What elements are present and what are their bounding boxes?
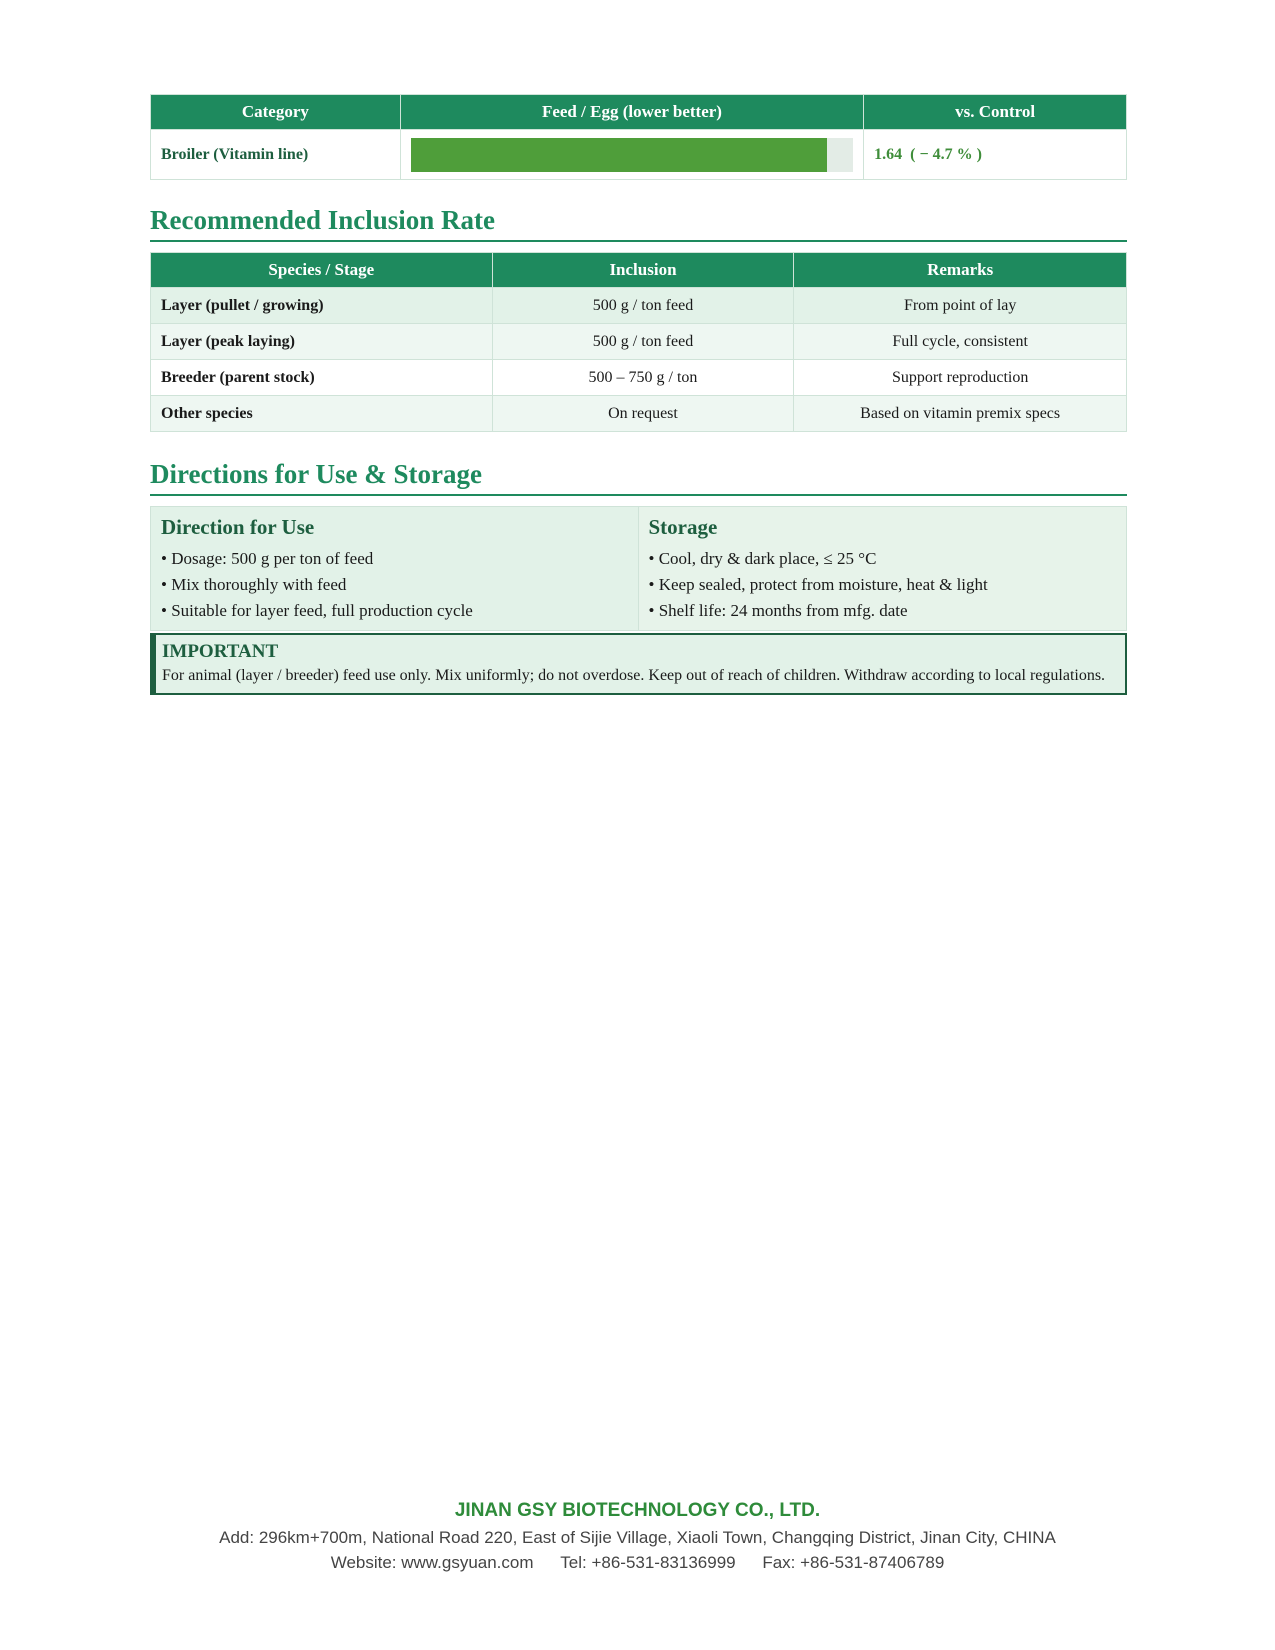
important-text: For animal (layer / breeder) feed use only. Mix uniformly; do not overdose. Keep out of reach of children. Withdraw according to local regulations. (162, 667, 1106, 684)
company-website: Website: www.gsyuan.com (330, 1553, 534, 1572)
storage-heading: Storage (648, 515, 718, 539)
inclusion-cell: 500 g / ton feed (492, 324, 794, 360)
performance-row (151, 130, 1127, 180)
header-vs-control: vs. Control (864, 95, 1127, 130)
stage-cell: Other species (151, 396, 493, 432)
storage-list (649, 546, 1117, 624)
list-item: • Cool, dry & dark place, ≤ 25 °C (648, 549, 877, 568)
direction-for-use-box (151, 507, 639, 630)
stage-cell: Breeder (parent stock) (151, 360, 493, 396)
performance-bar-cell (400, 130, 863, 180)
list-item: • Dosage: 500 g per ton of feed (161, 549, 374, 568)
page-footer (0, 1497, 1275, 1575)
inclusion-cell: On request (492, 396, 794, 432)
performance-bar-track (411, 138, 853, 172)
direction-for-use-heading: Direction for Use (161, 515, 315, 539)
company-contact (0, 1550, 1275, 1575)
inclusion-section-title: Recommended Inclusion Rate (150, 205, 1127, 242)
company-fax: Fax: +86-531-87406789 (762, 1553, 945, 1572)
header-remarks: Remarks (794, 253, 1127, 288)
important-notice (150, 633, 1127, 695)
performance-header-row (151, 95, 1127, 130)
direction-for-use-list (161, 546, 628, 624)
stage-cell: Layer (pullet / growing) (151, 288, 493, 324)
performance-vs-control: 1.64 ( − 4.7 % ) (864, 130, 1127, 180)
directions-panel (150, 506, 1127, 631)
list-item: • Suitable for layer feed, full production cycle (161, 601, 473, 620)
header-species-stage: Species / Stage (151, 253, 493, 288)
inclusion-cell: 500 g / ton feed (492, 288, 794, 324)
important-heading: IMPORTANT (162, 641, 279, 662)
header-category: Category (151, 95, 401, 130)
remarks-cell: Support reproduction (794, 360, 1127, 396)
table-row (151, 360, 1127, 396)
list-item: • Mix thoroughly with feed (161, 575, 347, 594)
remarks-cell: Full cycle, consistent (794, 324, 1127, 360)
company-tel: Tel: +86-531-83136999 (560, 1553, 736, 1572)
inclusion-table (150, 252, 1127, 432)
performance-table (150, 94, 1127, 180)
list-item: • Keep sealed, protect from moisture, heat & light (648, 575, 988, 594)
header-feed-egg: Feed / Egg (lower better) (400, 95, 863, 130)
company-address: Add: 296km+700m, National Road 220, East of Sijie Village, Xiaoli Town, Changqing District, Jinan City, CHINA (219, 1528, 1056, 1547)
document-page (150, 94, 1127, 695)
stage-cell: Layer (peak laying) (151, 324, 493, 360)
storage-box (639, 507, 1127, 630)
table-row (151, 324, 1127, 360)
inclusion-header-row (151, 253, 1127, 288)
remarks-cell: Based on vitamin premix specs (794, 396, 1127, 432)
header-inclusion: Inclusion (492, 253, 794, 288)
inclusion-cell: 500 – 750 g / ton (492, 360, 794, 396)
company-name: JINAN GSY BIOTECHNOLOGY CO., LTD. (454, 1500, 821, 1521)
remarks-cell: From point of lay (794, 288, 1127, 324)
table-row (151, 396, 1127, 432)
table-row (151, 288, 1127, 324)
directions-section-title: Directions for Use & Storage (150, 459, 1127, 496)
list-item: • Shelf life: 24 months from mfg. date (648, 601, 908, 620)
performance-category: Broiler (Vitamin line) (151, 130, 401, 180)
performance-bar-fill (411, 138, 827, 172)
